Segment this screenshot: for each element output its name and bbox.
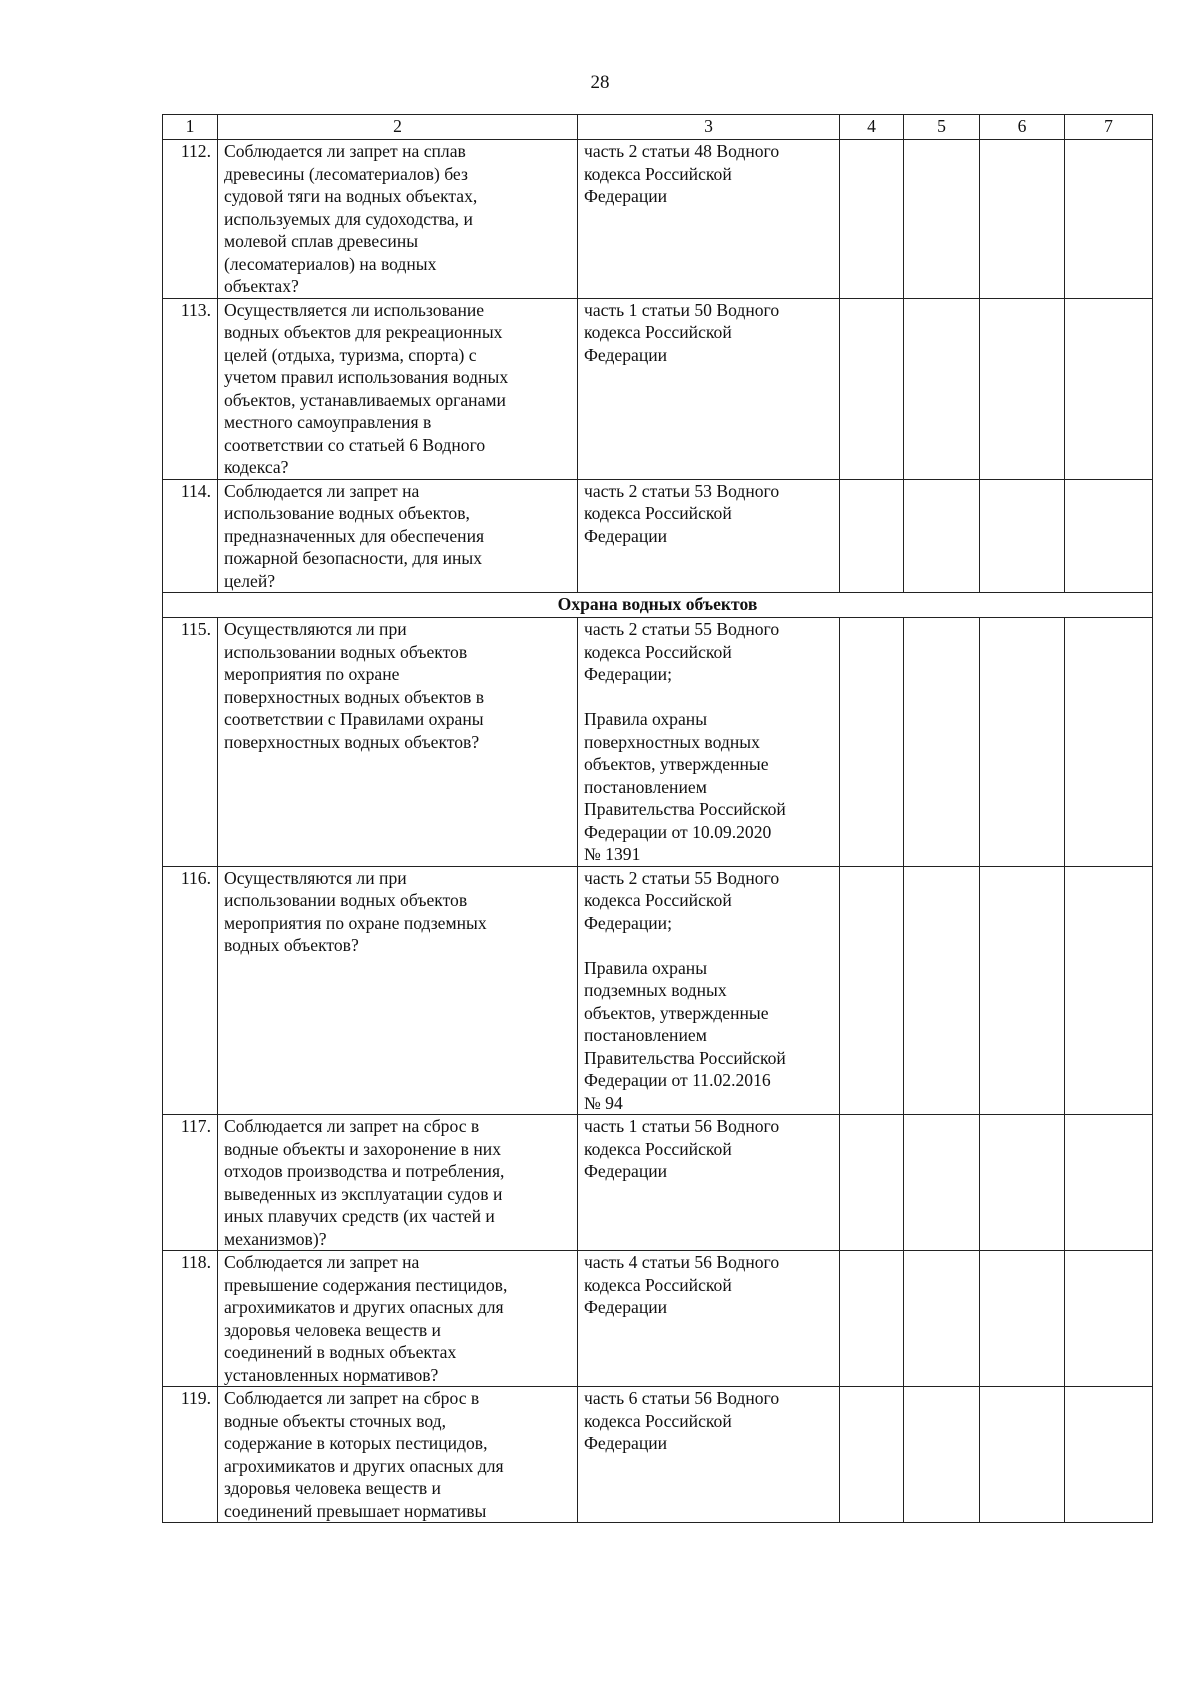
row-question: Осуществляется ли использование водных объектов для рекреационных целей (отдыха, туризма, спорта) с учетом правил использования водных объектов, устанавливаемых органами местного самоуправления в соответствии со статьей 6 Водного кодекса? — [218, 298, 578, 479]
column-header: 5 — [904, 115, 980, 140]
column-header: 3 — [578, 115, 840, 140]
row-cell-empty — [1065, 1115, 1153, 1251]
row-question: Осуществляются ли при использовании водных объектов мероприятия по охране поверхностных водных объектов в соответствии с Правилами охраны поверхностных водных объектов? — [218, 618, 578, 867]
row-cell-empty — [904, 1251, 980, 1387]
checklist-table — [162, 114, 1153, 1523]
section-row — [163, 593, 1153, 618]
row-question: Осуществляются ли при использовании водных объектов мероприятия по охране подземных водных объектов? — [218, 866, 578, 1115]
row-reference: часть 2 статьи 53 Водного кодекса Российской Федерации — [578, 479, 840, 593]
row-cell-empty — [840, 140, 904, 299]
section-title: Охрана водных объектов — [163, 593, 1153, 618]
row-reference: часть 2 статьи 55 Водного кодекса Российской Федерации; Правила охраны поверхностных водных объектов, утвержденные постановлением Правительства Российской Федерации от 10.09.2020 № 1391 — [578, 618, 840, 867]
row-reference: часть 1 статьи 50 Водного кодекса Российской Федерации — [578, 298, 840, 479]
table-row — [163, 866, 1153, 1115]
row-cell-empty — [1065, 618, 1153, 867]
row-cell-empty — [980, 479, 1065, 593]
column-header: 1 — [163, 115, 218, 140]
row-cell-empty — [1065, 866, 1153, 1115]
row-number: 117. — [163, 1115, 218, 1251]
page-number: 28 — [590, 72, 610, 93]
row-cell-empty — [1065, 1251, 1153, 1387]
row-number: 115. — [163, 618, 218, 867]
row-cell-empty — [904, 1115, 980, 1251]
row-cell-empty — [1065, 479, 1153, 593]
row-cell-empty — [980, 1387, 1065, 1523]
row-question: Соблюдается ли запрет на сброс в водные объекты и захоронение в них отходов производства и потребления, выведенных из эксплуатации судов и иных плавучих средств (их частей и механизмов)? — [218, 1115, 578, 1251]
row-cell-empty — [980, 866, 1065, 1115]
row-cell-empty — [840, 298, 904, 479]
row-cell-empty — [1065, 1387, 1153, 1523]
column-header: 4 — [840, 115, 904, 140]
row-number: 112. — [163, 140, 218, 299]
row-cell-empty — [904, 618, 980, 867]
table-row — [163, 479, 1153, 593]
column-header: 2 — [218, 115, 578, 140]
row-cell-empty — [980, 618, 1065, 867]
row-cell-empty — [980, 1115, 1065, 1251]
row-cell-empty — [840, 479, 904, 593]
row-number: 114. — [163, 479, 218, 593]
row-cell-empty — [980, 1251, 1065, 1387]
row-question: Соблюдается ли запрет на использование водных объектов, предназначенных для обеспечения пожарной безопасности, для иных целей? — [218, 479, 578, 593]
row-cell-empty — [980, 140, 1065, 299]
row-reference: часть 4 статьи 56 Водного кодекса Российской Федерации — [578, 1251, 840, 1387]
row-number: 119. — [163, 1387, 218, 1523]
row-cell-empty — [840, 618, 904, 867]
row-cell-empty — [904, 298, 980, 479]
row-reference: часть 2 статьи 48 Водного кодекса Российской Федерации — [578, 140, 840, 299]
row-cell-empty — [980, 298, 1065, 479]
row-number: 118. — [163, 1251, 218, 1387]
row-number: 116. — [163, 866, 218, 1115]
row-reference: часть 6 статьи 56 Водного кодекса Российской Федерации — [578, 1387, 840, 1523]
row-reference: часть 1 статьи 56 Водного кодекса Российской Федерации — [578, 1115, 840, 1251]
row-cell-empty — [904, 479, 980, 593]
row-cell-empty — [1065, 140, 1153, 299]
row-reference: часть 2 статьи 55 Водного кодекса Российской Федерации; Правила охраны подземных водных объектов, утвержденные постановлением Правительства Российской Федерации от 11.02.2016 № 94 — [578, 866, 840, 1115]
row-cell-empty — [904, 866, 980, 1115]
table-row — [163, 1387, 1153, 1523]
table-row — [163, 1251, 1153, 1387]
row-cell-empty — [904, 140, 980, 299]
row-cell-empty — [840, 1387, 904, 1523]
row-cell-empty — [840, 1115, 904, 1251]
table-row — [163, 1115, 1153, 1251]
row-question: Соблюдается ли запрет на превышение содержания пестицидов, агрохимикатов и других опасных для здоровья человека веществ и соединений в водных объектах установленных нормативов? — [218, 1251, 578, 1387]
row-cell-empty — [1065, 298, 1153, 479]
row-question: Соблюдается ли запрет на сброс в водные объекты сточных вод, содержание в которых пестицидов, агрохимикатов и других опасных для здоровья человека веществ и соединений превышает нормативы — [218, 1387, 578, 1523]
table-row — [163, 140, 1153, 299]
row-cell-empty — [840, 866, 904, 1115]
row-question: Соблюдается ли запрет на сплав древесины (лесоматериалов) без судовой тяги на водных объектах, используемых для судоходства, и молевой сплав древесины (лесоматериалов) на водных объектах? — [218, 140, 578, 299]
table-row — [163, 298, 1153, 479]
table-row — [163, 618, 1153, 867]
table-header-row — [163, 115, 1153, 140]
row-cell-empty — [840, 1251, 904, 1387]
column-header: 7 — [1065, 115, 1153, 140]
row-number: 113. — [163, 298, 218, 479]
column-header: 6 — [980, 115, 1065, 140]
row-cell-empty — [904, 1387, 980, 1523]
